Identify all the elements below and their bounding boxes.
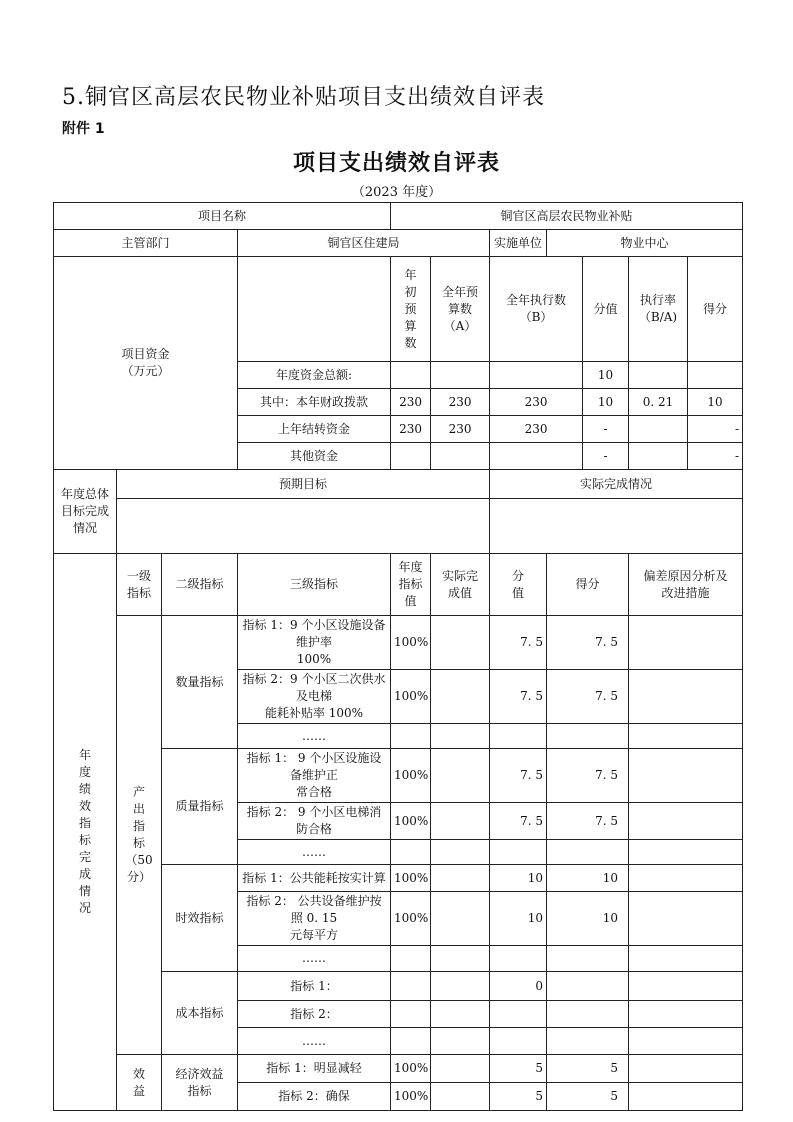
funds-score-value: - <box>583 416 629 443</box>
funds-exec <box>490 443 583 470</box>
overall-goal-label: 年度总体 目标完成 情况 <box>54 470 117 554</box>
indicator-text: 指标 2： 9 个小区电梯消防合格 <box>238 803 391 840</box>
cost-indicator-label: 成本指标 <box>162 972 238 1055</box>
indicator-text: 指标 2： <box>238 1001 391 1028</box>
indicator-value: 100% <box>391 749 431 803</box>
level3-header: 三级指标 <box>238 554 391 616</box>
project-name-value: 铜官区高层农民物业补贴 <box>391 203 743 230</box>
indicator-text: …… <box>238 724 391 749</box>
indicator-value <box>391 972 431 1001</box>
project-name-label: 项目名称 <box>54 203 391 230</box>
indicators-section-label: 年 度 绩 效 指 标 完 成 情 况 <box>54 554 117 1111</box>
funds-label-line2: （万元） <box>121 364 170 378</box>
quantity-indicator-label: 数量指标 <box>162 616 238 749</box>
indicator-deviation <box>629 892 743 946</box>
indicator-actual <box>431 892 490 946</box>
dept-label: 主管部门 <box>54 230 238 257</box>
funds-exec-rate <box>629 416 688 443</box>
indicator-text: 指标 1：明显减轻 <box>238 1055 391 1083</box>
indicator-score-header: 得分 <box>547 554 629 616</box>
indicator-deviation <box>629 1001 743 1028</box>
score-header: 得分 <box>688 257 743 362</box>
indicator-score-value: 7. 5 <box>490 670 547 724</box>
indicator-actual <box>431 616 490 670</box>
indicator-deviation <box>629 972 743 1001</box>
indicator-score <box>547 946 629 972</box>
funds-blank-header <box>238 257 391 362</box>
indicator-deviation <box>629 616 743 670</box>
indicator-score-value: 10 <box>490 892 547 946</box>
indicator-value <box>391 1028 431 1055</box>
indicator-score-value <box>490 840 547 865</box>
indicator-text: …… <box>238 946 391 972</box>
funds-score: - <box>688 443 743 470</box>
funds-exec-rate: 0. 21 <box>629 389 688 416</box>
indicator-value: 100% <box>391 616 431 670</box>
funds-row-label: 其他资金 <box>238 443 391 470</box>
indicator-score: 10 <box>547 865 629 892</box>
funds-initial: 230 <box>391 389 431 416</box>
output-indicator-label: 产 出 指 标 （50 分） <box>117 616 162 1055</box>
indicator-actual <box>431 1028 490 1055</box>
indicator-actual <box>431 946 490 972</box>
indicator-value <box>391 1001 431 1028</box>
indicator-score-value: 7. 5 <box>490 616 547 670</box>
indicator-value <box>391 946 431 972</box>
indicator-value: 100% <box>391 865 431 892</box>
indicator-value <box>391 840 431 865</box>
funds-row-label: 其中：本年财政拨款 <box>238 389 391 416</box>
indicator-text: 指标 1：公共能耗按实计算 <box>238 865 391 892</box>
funds-exec-rate <box>629 362 688 389</box>
funds-exec <box>490 362 583 389</box>
indicator-actual <box>431 972 490 1001</box>
expected-goal-value <box>117 499 490 554</box>
indicator-actual <box>431 1055 490 1083</box>
indicator-score: 5 <box>547 1055 629 1083</box>
score-value-header: 分值 <box>583 257 629 362</box>
annual-exec-header: 全年执行数 （B） <box>490 257 583 362</box>
funds-score <box>688 362 743 389</box>
funds-initial <box>391 443 431 470</box>
indicator-deviation <box>629 1028 743 1055</box>
indicator-deviation <box>629 803 743 840</box>
indicator-score <box>547 972 629 1001</box>
indicator-score-value: 0 <box>490 972 547 1001</box>
level1-header: 一级 指标 <box>117 554 162 616</box>
impl-value: 物业中心 <box>547 230 743 257</box>
impl-label: 实施单位 <box>490 230 547 257</box>
attachment-label: 附件 1 <box>62 121 105 137</box>
funds-score-value: - <box>583 443 629 470</box>
indicator-text: 指标 2： 公共设备维护按照 0. 15 元每平方 <box>238 892 391 946</box>
indicator-score <box>547 1028 629 1055</box>
funds-score: - <box>688 416 743 443</box>
funds-label <box>54 257 238 470</box>
initial-budget-header: 年 初 预 算 数 <box>391 257 431 362</box>
page-title: 项目支出绩效自评表 <box>292 151 500 176</box>
exec-rate-header: 执行率 （B/A) <box>629 257 688 362</box>
indicator-text: 指标 1： 9 个小区设施设备维护正 常合格 <box>238 749 391 803</box>
indicator-deviation <box>629 670 743 724</box>
indicator-score: 7. 5 <box>547 616 629 670</box>
indicator-actual <box>431 749 490 803</box>
indicator-score-value <box>490 1001 547 1028</box>
funds-exec: 230 <box>490 416 583 443</box>
funds-exec-rate <box>629 443 688 470</box>
funds-exec: 230 <box>490 389 583 416</box>
indicator-score-value <box>490 946 547 972</box>
indicator-score-value <box>490 1028 547 1055</box>
indicator-actual <box>431 803 490 840</box>
indicator-row <box>54 1055 743 1083</box>
indicator-score-value: 10 <box>490 865 547 892</box>
actual-value-header: 实际完 成值 <box>431 554 490 616</box>
indicator-actual <box>431 670 490 724</box>
benefit-indicator-label: 效 益 <box>117 1055 162 1111</box>
indicator-actual <box>431 724 490 749</box>
deviation-header: 偏差原因分析及 改进措施 <box>629 554 743 616</box>
indicator-deviation <box>629 946 743 972</box>
indicator-text: 指标 1：9 个小区设施设备维护率 100% <box>238 616 391 670</box>
indicator-row <box>54 616 743 670</box>
indicator-score: 7. 5 <box>547 749 629 803</box>
indicator-score-value <box>490 724 547 749</box>
indicator-score: 7. 5 <box>547 670 629 724</box>
funds-label-line1: 项目资金 <box>121 347 170 361</box>
indicator-value: 100% <box>391 1083 431 1111</box>
document-heading: 5.铜官区高层农民物业补贴项目支出绩效自评表 <box>62 85 545 110</box>
timeliness-indicator-label: 时效指标 <box>162 865 238 972</box>
funds-initial: 230 <box>391 416 431 443</box>
indicator-actual <box>431 1083 490 1111</box>
level2-header: 二级指标 <box>162 554 238 616</box>
funds-row-label: 上年结转资金 <box>238 416 391 443</box>
actual-completion-value <box>490 499 743 554</box>
indicator-value: 100% <box>391 892 431 946</box>
funds-initial <box>391 362 431 389</box>
funds-annual: 230 <box>431 416 490 443</box>
indicator-score-value: 7. 5 <box>490 803 547 840</box>
indicator-score: 5 <box>547 1083 629 1111</box>
indicator-score-value: 5 <box>490 1055 547 1083</box>
indicator-text: …… <box>238 1028 391 1055</box>
funds-score-value: 10 <box>583 362 629 389</box>
quality-indicator-label: 质量指标 <box>162 749 238 865</box>
indicator-text: 指标 2：确保 <box>238 1083 391 1111</box>
funds-score-value: 10 <box>583 389 629 416</box>
indicator-actual <box>431 1001 490 1028</box>
actual-completion-header: 实际完成情况 <box>490 470 743 499</box>
indicator-deviation <box>629 1055 743 1083</box>
funds-annual <box>431 362 490 389</box>
indicator-score: 10 <box>547 892 629 946</box>
indicator-text: 指标 1： <box>238 972 391 1001</box>
indicator-deviation <box>629 1083 743 1111</box>
dept-value: 铜官区住建局 <box>238 230 490 257</box>
indicator-deviation <box>629 724 743 749</box>
indicator-value: 100% <box>391 803 431 840</box>
funds-annual: 230 <box>431 389 490 416</box>
indicator-deviation <box>629 840 743 865</box>
indicator-score <box>547 840 629 865</box>
indicator-score-value: 7. 5 <box>490 749 547 803</box>
annual-value-header: 年度 指标 值 <box>391 554 431 616</box>
indicator-actual <box>431 840 490 865</box>
indicator-deviation <box>629 865 743 892</box>
indicator-text: 指标 2：9 个小区二次供水及电梯 能耗补贴率 100% <box>238 670 391 724</box>
indicator-score-value: 5 <box>490 1083 547 1111</box>
funds-annual <box>431 443 490 470</box>
indicator-value <box>391 724 431 749</box>
funds-row-label: 年度资金总额: <box>238 362 391 389</box>
economic-indicator-label: 经济效益 指标 <box>162 1055 238 1111</box>
indicator-score <box>547 1001 629 1028</box>
evaluation-table <box>53 202 743 1111</box>
funds-score: 10 <box>688 389 743 416</box>
indicator-score: 7. 5 <box>547 803 629 840</box>
expected-goal-header: 预期目标 <box>117 470 490 499</box>
report-year: （2023 年度） <box>351 185 442 200</box>
indicator-value: 100% <box>391 670 431 724</box>
indicator-score <box>547 724 629 749</box>
indicator-deviation <box>629 749 743 803</box>
indicator-text: …… <box>238 840 391 865</box>
indicator-actual <box>431 865 490 892</box>
indicator-score-value-header: 分 值 <box>490 554 547 616</box>
indicator-value: 100% <box>391 1055 431 1083</box>
annual-budget-header: 全年预 算数 （A） <box>431 257 490 362</box>
